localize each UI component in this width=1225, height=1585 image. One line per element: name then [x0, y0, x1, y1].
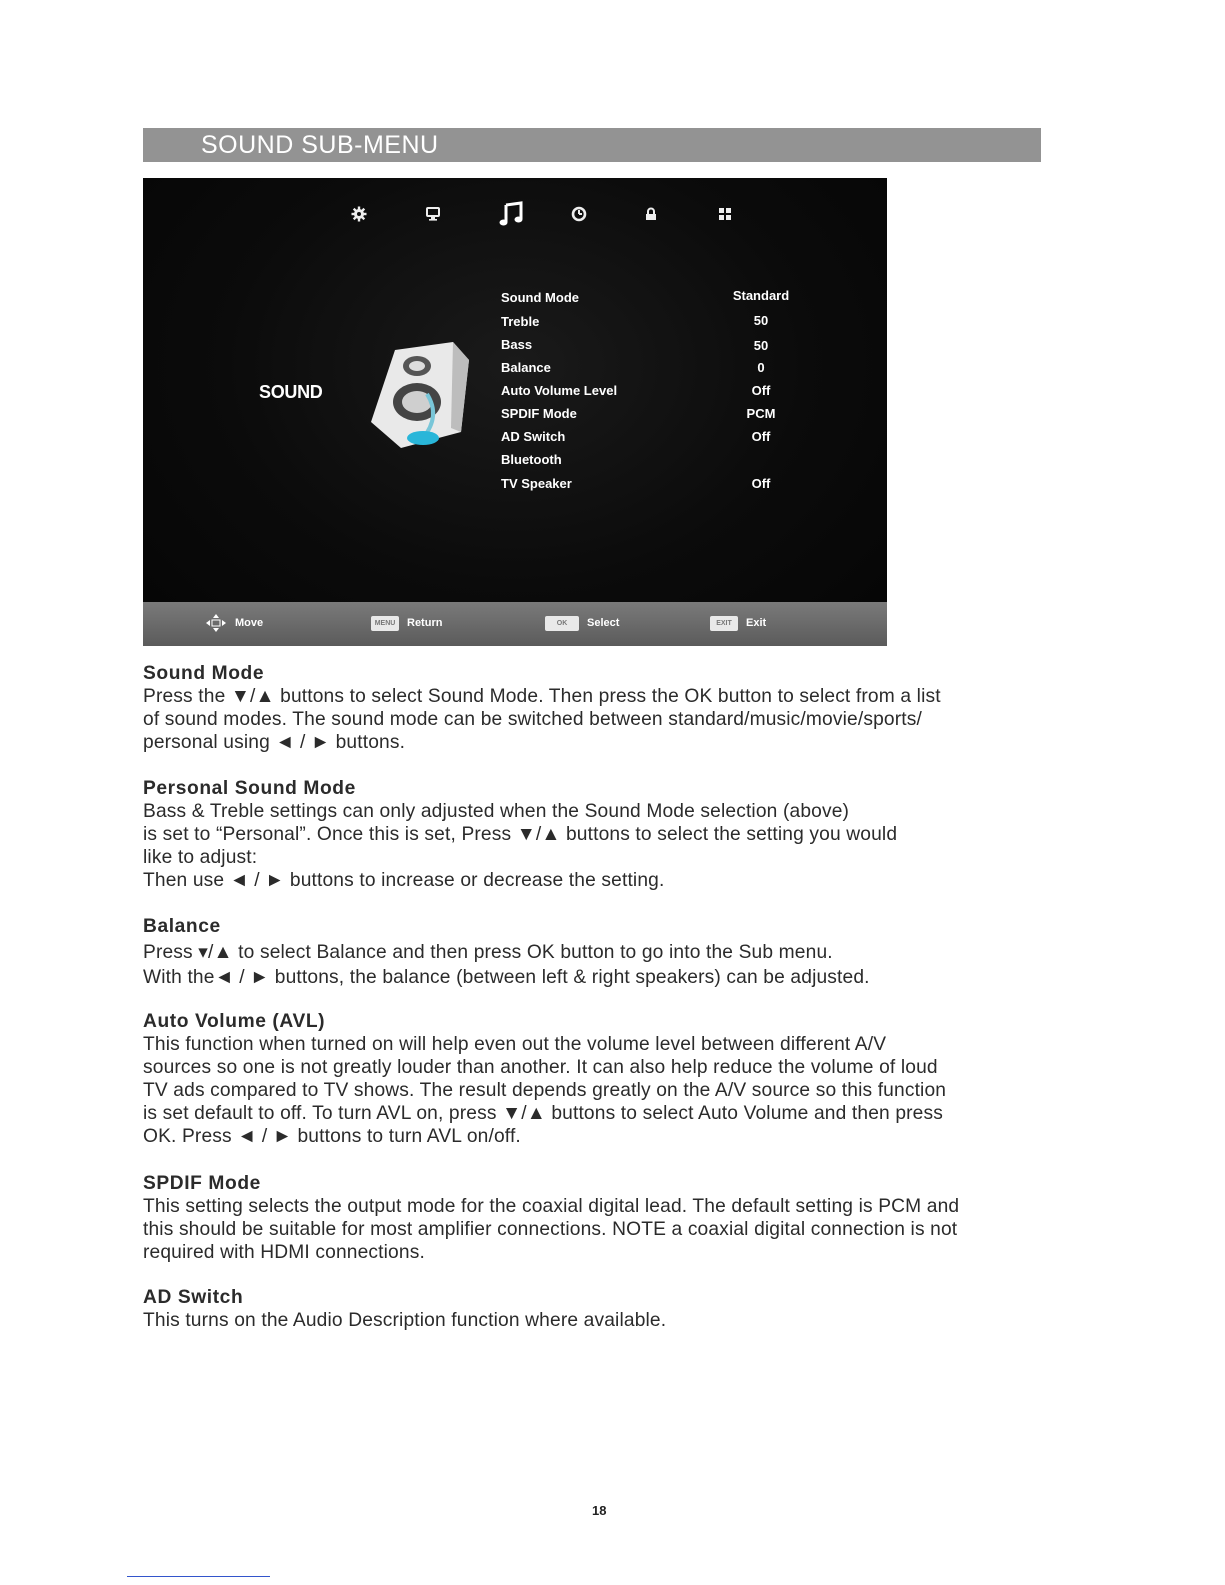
section-personal-sound-mode — [143, 777, 1083, 892]
menu-item-value: 0 — [757, 360, 765, 375]
menu-tab-bar — [143, 196, 887, 232]
menu-item-label: Treble — [501, 314, 540, 329]
music-note-icon[interactable] — [493, 196, 529, 232]
select-hint — [545, 614, 619, 632]
body-line: is set default to off. To turn AVL on, press ▼/▲ buttons to select Auto Volume and then press — [143, 1103, 943, 1124]
section-spdif-mode — [143, 1172, 1083, 1264]
body-line: Press ▾/▲ to select Balance and then press OK button to go into the Sub menu. — [143, 942, 833, 963]
section-ad-switch — [143, 1286, 1083, 1332]
menu-item-value: Off — [751, 429, 771, 444]
body-line: With the◄ / ► buttons, the balance (between left & right speakers) can be adjusted. — [143, 967, 870, 988]
ok-key: OK — [545, 616, 579, 631]
page-number: 18 — [592, 1503, 607, 1518]
body-line: Press the ▼/▲ buttons to select Sound Mode. Then press the OK button to select from a list — [143, 686, 941, 707]
menu-item-auto-volume-level[interactable] — [501, 383, 831, 403]
menu-hint-bar — [143, 602, 887, 646]
menu-item-bass[interactable] — [501, 337, 831, 357]
menu-item-spdif-mode[interactable] — [501, 406, 831, 426]
lock-icon[interactable] — [633, 196, 669, 232]
menu-item-label: Bass — [501, 337, 533, 352]
menu-item-bluetooth[interactable] — [501, 452, 831, 472]
menu-item-tv-speaker[interactable] — [501, 476, 831, 496]
speaker-illustration — [365, 336, 473, 456]
menu-item-label: Balance — [501, 360, 551, 375]
move-hint-label: Move — [235, 617, 264, 629]
select-hint-label: Select — [587, 617, 620, 629]
menu-key: MENU — [371, 616, 399, 631]
exit-key: EXIT — [710, 616, 738, 631]
menu-item-value: Off — [751, 383, 771, 398]
body-line: Bass & Treble settings can only adjusted when the Sound Mode selection (above) — [143, 801, 850, 822]
section-header-bar — [143, 128, 1041, 162]
section-heading: Auto Volume (AVL) — [143, 1011, 326, 1032]
body-line: of sound modes. The sound mode can be switched between standard/music/movie/sports/ — [143, 709, 922, 730]
menu-item-label: Sound Mode — [501, 290, 579, 305]
body-line: OK. Press ◄ / ► buttons to turn AVL on/off. — [143, 1126, 521, 1147]
menu-item-label: AD Switch — [501, 429, 566, 444]
body-line: is set to “Personal”. Once this is set, Press ▼/▲ buttons to select the setting you would — [143, 824, 898, 845]
menu-item-label: Auto Volume Level — [501, 383, 618, 398]
gear-icon[interactable] — [341, 196, 377, 232]
body-line: This function when turned on will help even out the volume level between different A/V — [143, 1034, 887, 1055]
menu-item-label: SPDIF Mode — [501, 406, 577, 421]
menu-item-label: Bluetooth — [501, 452, 562, 467]
section-auto-volume — [143, 1010, 1083, 1148]
move-hint — [203, 614, 263, 632]
section-heading: SPDIF Mode — [143, 1173, 261, 1194]
body-line: sources so one is not greatly louder than another. It can also help reduce the volume of loud — [143, 1057, 938, 1078]
section-heading: Personal Sound Mode — [143, 778, 356, 799]
menu-item-value: 50 — [753, 313, 769, 328]
section-heading: Sound Mode — [143, 663, 265, 684]
body-line: personal using ◄ / ► buttons. — [143, 732, 406, 753]
menu-item-ad-switch[interactable] — [501, 429, 831, 449]
footer-rule — [127, 1576, 270, 1577]
section-heading: AD Switch — [143, 1287, 244, 1308]
exit-hint-label: Exit — [746, 617, 767, 629]
clock-icon[interactable] — [561, 196, 597, 232]
menu-item-balance[interactable] — [501, 360, 831, 380]
menu-item-treble[interactable] — [501, 314, 831, 334]
menu-item-value: Off — [751, 476, 771, 491]
menu-item-sound-mode[interactable] — [501, 290, 831, 310]
tv-menu-screenshot — [143, 178, 887, 646]
return-hint — [371, 614, 442, 632]
body-line: Then use ◄ / ► buttons to increase or decrease the setting. — [143, 870, 665, 891]
grid-icon[interactable] — [707, 196, 743, 232]
body-line: required with HDMI connections. — [143, 1242, 425, 1263]
menu-item-label: TV Speaker — [501, 476, 572, 491]
direction-arrows-icon — [203, 614, 229, 632]
section-heading: Balance — [143, 916, 221, 937]
menu-item-value: PCM — [746, 406, 776, 421]
menu-item-value: Standard — [732, 288, 790, 303]
body-line: This setting selects the output mode for the coaxial digital lead. The default setting is PCM and — [143, 1196, 960, 1217]
menu-item-value: 50 — [753, 338, 769, 353]
monitor-icon[interactable] — [415, 196, 451, 232]
section-sound-mode — [143, 662, 1083, 754]
section-title: SOUND SUB-MENU — [201, 131, 439, 159]
menu-section-label: SOUND — [259, 382, 323, 402]
body-line: TV ads compared to TV shows. The result depends greatly on the A/V source so this function — [143, 1080, 947, 1101]
exit-hint — [710, 614, 766, 632]
return-hint-label: Return — [407, 617, 443, 629]
section-balance — [143, 915, 1083, 989]
body-line: This turns on the Audio Description function where available. — [143, 1310, 667, 1331]
body-line: like to adjust: — [143, 847, 258, 868]
body-line: this should be suitable for most amplifier connections. NOTE a coaxial digital connection is not — [143, 1219, 958, 1240]
